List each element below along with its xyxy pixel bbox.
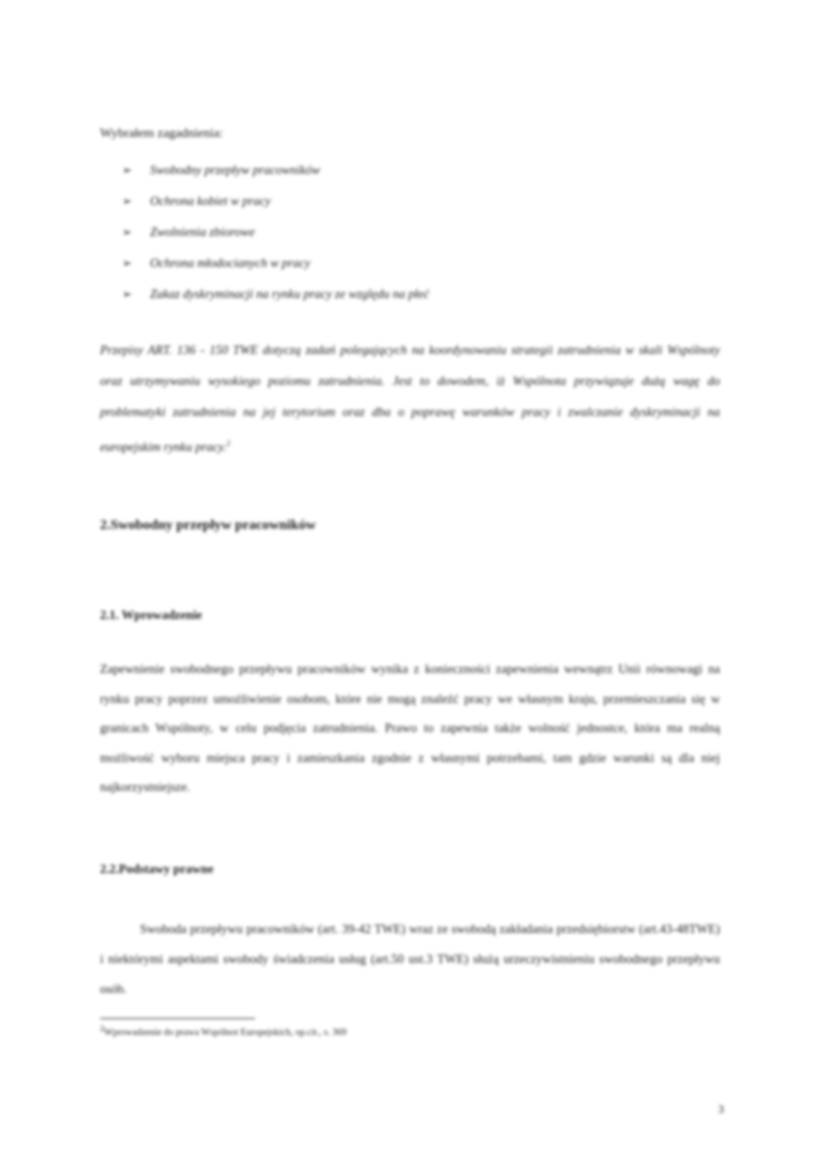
- page-number: 3: [718, 1102, 724, 1116]
- list-item: [122, 248, 429, 279]
- paragraph-introduction: Zapewnienie swobodnego przepływu pracowników wynika z konieczności zapewnienia wewnątrz Unii równowagi na rynku pracy poprzez umożliwienie osobom, które nie mogą znaleźć pracy we własnym kraju, przemieszczania się w granicach Wspólnoty, w celu podjęcia zatrudnienia. Prawo to zapewnia także wolność jednostce, która ma realną możliwość wyboru miejsca pracy i zamieszkania zgodnie z własnymi potrzebami, tam gdzie warunki są dla niej najkorzystniejsze.: [100, 662, 720, 794]
- topic-list: [122, 155, 429, 310]
- arrow-bullet-icon: ➢: [122, 287, 133, 301]
- paragraph-articles: [100, 335, 720, 463]
- arrow-bullet-icon: ➢: [122, 194, 133, 208]
- list-item: [122, 279, 429, 310]
- footnote-divider: [100, 1018, 255, 1019]
- list-item: [122, 217, 429, 248]
- footnote: [100, 1024, 347, 1038]
- list-item-label: Ochrona kobiet w pracy: [150, 194, 271, 208]
- list-item-label: Zwolnienia zbiorowe: [150, 225, 255, 239]
- list-item-label: Swobodny przepływ pracowników: [150, 163, 321, 177]
- list-item: [122, 155, 429, 186]
- footnote-text: Wprowadzenie do prawa Wspólnot Europejskich, op.cit., s. 369: [104, 1028, 347, 1039]
- paragraph-legal-basis: Swoboda przepływu pracowników (art. 39-42 TWE) wraz ze swobodą zakładania przedsiębiorstw (art.43-48TWE) i niektórymi aspektami swobody świadczenia usług (art.50 ust.3 TWE) służą urzeczywistnieniu swobodnego przepływu osób.: [100, 922, 720, 996]
- list-item: [122, 186, 429, 217]
- subsection-heading-legal-basis: 2.2.Podstawy prawne: [100, 862, 214, 876]
- arrow-bullet-icon: ➢: [122, 163, 133, 177]
- arrow-bullet-icon: ➢: [122, 225, 133, 239]
- list-item-label: Ochrona młodocianych w pracy: [150, 256, 311, 270]
- footnote-reference: 2: [226, 439, 231, 448]
- arrow-bullet-icon: ➢: [122, 256, 133, 270]
- footnote-marker: 2: [100, 1024, 104, 1033]
- paragraph-text: Przepisy ART. 136 - 150 TWE dotyczą zadań polegających na koordynowaniu strategii zatrudnienia w skali Wspólnoty oraz utrzymywaniu wysokiego poziomu zatrudnienia. Jest to dowodem, iż Wspólnota przywiązuje dużą wagę do problematyki zatrudnienia na jej terytorium oraz dba o poprawę warunków pracy i zwalczanie dyskryminacji na europejskim rynku pracy.: [100, 343, 720, 455]
- subsection-heading-intro: 2.1. Wprowadzenie: [100, 608, 202, 622]
- list-item-label: Zakaz dyskryminacji na rynku pracy ze względu na płeć: [150, 287, 430, 301]
- section-heading: 2.Swobodny przepływ pracowników: [100, 518, 316, 533]
- intro-text: Wybrałem zagadnienia:: [100, 125, 224, 140]
